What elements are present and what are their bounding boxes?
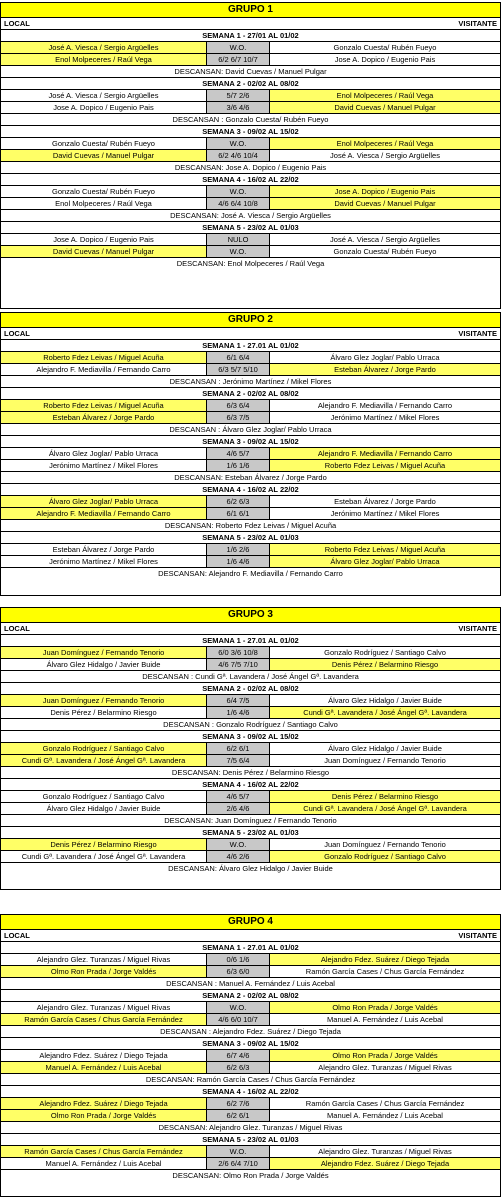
local-team: Gonzalo Rodríguez / Santiago Calvo — [42, 792, 165, 801]
local-team: Gonzalo Cuesta/ Rubén Fueyo — [52, 139, 155, 148]
match-row — [1, 42, 500, 54]
visitor-header: VISITANTE — [458, 329, 497, 338]
match-row — [1, 1062, 500, 1074]
local-team: Gonzalo Cuesta/ Rubén Fueyo — [52, 187, 155, 196]
visitor-team: Esteban Álvarez / Jorge Pardo — [270, 364, 500, 375]
visitor-team: Gonzalo Rodríguez / Santiago Calvo — [324, 648, 446, 657]
local-team: Roberto Fdez Leivas / Miguel Acuña — [1, 400, 206, 411]
match-score: 4/6 5/7 — [206, 791, 270, 802]
visitor-team: Ramón García Cases / Chus García Fernández — [305, 1099, 465, 1108]
match-score: 1/6 4/6 — [206, 556, 270, 567]
week-title: SEMANA 2 - 02/02 AL 08/02 — [1, 388, 500, 400]
rest-note: DESCANSAN: José A. Viesca / Sergio Argüelles — [1, 210, 500, 222]
local-team: Alejandro Fdez. Suárez / Diego Tejada — [1, 1098, 206, 1109]
match-score: 6/2 6/7 10/7 — [206, 54, 270, 65]
visitor-header: VISITANTE — [458, 19, 497, 28]
match-row — [1, 695, 500, 707]
week-title: SEMANA 1 - 27.01 AL 01/02 — [1, 942, 500, 954]
local-header: LOCAL — [4, 931, 30, 940]
week-title: SEMANA 3 - 09/02 AL 15/02 — [1, 731, 500, 743]
visitor-team: Álvaro Glez Joglar/ Pablo Urraca — [270, 556, 500, 567]
match-row — [1, 138, 500, 150]
week-title: SEMANA 1 - 27.01 AL 01/02 — [1, 340, 500, 352]
match-row — [1, 966, 500, 978]
match-score: 6/4 7/5 — [206, 695, 270, 706]
visitor-team: Jerónimo Martínez / Mikel Flores — [330, 509, 440, 518]
match-score: W.O. — [206, 1002, 270, 1013]
visitor-team: Enol Molpeceres / Raúl Vega — [270, 90, 500, 101]
match-score: NULO — [206, 234, 270, 245]
week-title: SEMANA 4 - 16/02 AL 22/02 — [1, 174, 500, 186]
local-team: Alejandro Glez. Turanzas / Miguel Rivas — [36, 1003, 171, 1012]
local-team: Olmo Ron Prada / Jorge Valdés — [1, 1110, 206, 1121]
match-row — [1, 352, 500, 364]
rest-note: DESCANSAN: Ramón García Cases / Chus García Fernández — [1, 1074, 500, 1086]
match-score: 7/5 6/4 — [206, 755, 270, 766]
match-row — [1, 556, 500, 568]
match-score: 2/6 4/6 — [206, 803, 270, 814]
visitor-header: VISITANTE — [458, 931, 497, 940]
local-team: David Cuevas / Manuel Pulgar — [1, 150, 206, 161]
match-score: 4/6 5/7 — [206, 448, 270, 459]
visitor-header: VISITANTE — [458, 624, 497, 633]
match-row — [1, 1014, 500, 1026]
local-team: Olmo Ron Prada / Jorge Valdés — [1, 966, 206, 977]
match-score: 6/2 6/3 — [206, 496, 270, 507]
match-score: W.O. — [206, 42, 270, 53]
visitor-team: Cundi Gª. Lavandera / José Ángel Gª. Lavandera — [270, 707, 500, 718]
match-row — [1, 234, 500, 246]
column-header — [1, 930, 500, 942]
visitor-team: José A. Viesca / Sergio Argüelles — [330, 235, 440, 244]
column-header — [1, 328, 500, 340]
visitor-team: Ramón García Cases / Chus García Fernández — [305, 967, 465, 976]
local-team: Jerónimo Martínez / Mikel Flores — [49, 461, 158, 470]
match-score: 6/2 6/1 — [206, 1110, 270, 1121]
local-team: Roberto Fdez Leivas / Miguel Acuña — [1, 352, 206, 363]
visitor-team: David Cuevas / Manuel Pulgar — [270, 198, 500, 209]
rest-note: DESCANSAN: Enol Molpeceres / Raúl Vega — [176, 259, 325, 268]
local-team: Esteban Álvarez / Jorge Pardo — [1, 412, 206, 423]
rest-note: DESCANSAN: Jose A. Dopico / Eugenio Pais — [1, 162, 500, 174]
rest-note: DESCANSAN : Alejandro Fdez. Suárez / Diego Tejada — [1, 1026, 500, 1038]
visitor-team: Enol Molpeceres / Raúl Vega — [270, 138, 500, 149]
rest-note: DESCANSAN : Jerónimo Martínez / Mikel Flores — [1, 376, 500, 388]
match-row — [1, 1098, 500, 1110]
local-team: Manuel A. Fernández / Luis Acebal — [1, 1062, 206, 1073]
match-row — [1, 707, 500, 719]
visitor-team: Esteban Álvarez / Jorge Pardo — [334, 497, 436, 506]
local-header: LOCAL — [4, 624, 30, 633]
rest-note: DESCANSAN: Denis Pérez / Belarmino Riesgo — [1, 767, 500, 779]
column-header — [1, 18, 500, 30]
rest-note: DESCANSAN : Gonzalo Cuesta/ Rubén Fueyo — [1, 114, 500, 126]
match-row — [1, 412, 500, 424]
match-row — [1, 448, 500, 460]
visitor-team: Álvaro Glez Hidalgo / Javier Buide — [328, 696, 442, 705]
group-title: GRUPO 3 — [1, 608, 500, 623]
group-title: GRUPO 4 — [1, 915, 500, 930]
rest-note: DESCANSAN: Esteban Álvarez / Jorge Pardo — [1, 472, 500, 484]
match-row — [1, 150, 500, 162]
visitor-team: Alejandro Glez. Turanzas / Miguel Rivas — [318, 1063, 452, 1072]
rest-note: DESCANSAN : Cundi Gª. Lavandera / José Ángel Gª. Lavandera — [1, 671, 500, 683]
visitor-team: Alejandro Fdez. Suárez / Diego Tejada — [270, 1158, 500, 1169]
match-row — [1, 743, 500, 755]
visitor-team: Manuel A. Fernández / Luis Acebal — [327, 1111, 443, 1120]
local-team: Juan Domínguez / Fernando Tenorio — [1, 695, 206, 706]
match-score: 6/2 6/3 — [206, 1062, 270, 1073]
rest-note: DESCANSAN: Olmo Ron Prada / Jorge Valdés — [172, 1171, 329, 1180]
group-title: GRUPO 2 — [1, 313, 500, 328]
match-score: 1/6 1/6 — [206, 460, 270, 471]
visitor-team: David Cuevas / Manuel Pulgar — [270, 102, 500, 113]
rest-note: DESCANSAN: Juan Domínguez / Fernando Tenorio — [1, 815, 500, 827]
match-row — [1, 186, 500, 198]
local-team: Álvaro Glez Hidalgo / Javier Buide — [46, 660, 161, 669]
visitor-team: Álvaro Glez Hidalgo / Javier Buide — [328, 744, 442, 753]
match-row — [1, 803, 500, 815]
local-team: David Cuevas / Manuel Pulgar — [1, 246, 206, 257]
visitor-team: Jose A. Dopico / Eugenio Pais — [334, 55, 436, 64]
match-score: 6/3 5/7 5/10 — [206, 364, 270, 375]
week-title: SEMANA 1 - 27.01 AL 01/02 — [1, 635, 500, 647]
match-row — [1, 508, 500, 520]
week-title: SEMANA 4 - 16/02 AL 22/02 — [1, 779, 500, 791]
local-team: Gonzalo Rodríguez / Santiago Calvo — [1, 743, 206, 754]
visitor-team: Roberto Fdez Leivas / Miguel Acuña — [270, 544, 500, 555]
match-score: 1/6 2/6 — [206, 544, 270, 555]
match-row — [1, 659, 500, 671]
match-score: 6/1 6/1 — [206, 508, 270, 519]
match-score: 4/6 7/5 7/10 — [206, 659, 270, 670]
week-title: SEMANA 3 - 09/02 AL 15/02 — [1, 1038, 500, 1050]
match-row — [1, 246, 500, 258]
rest-note: DESCANSAN : Gonzalo Rodríguez / Santiago Calvo — [1, 719, 500, 731]
match-row — [1, 1002, 500, 1014]
match-score: 6/0 3/6 10/8 — [206, 647, 270, 658]
match-score: W.O. — [206, 186, 270, 197]
local-team: Denis Pérez / Belarmino Riesgo — [50, 708, 157, 717]
match-row — [1, 90, 500, 102]
match-row — [1, 496, 500, 508]
match-score: 6/3 6/4 — [206, 400, 270, 411]
local-team: Alejandro Fdez. Suárez / Diego Tejada — [39, 1051, 168, 1060]
week-title: SEMANA 4 - 16/02 AL 22/02 — [1, 1086, 500, 1098]
local-team: Cundi Gª. Lavandera / José Ángel Gª. Lavandera — [21, 852, 186, 861]
match-row — [1, 851, 500, 863]
local-team: Álvaro Glez Joglar/ Pablo Urraca — [1, 496, 206, 507]
match-row — [1, 544, 500, 556]
local-team: Jose A. Dopico / Eugenio Pais — [53, 235, 154, 244]
local-team: Jose A. Dopico / Eugenio Pais — [53, 103, 154, 112]
rest-note: DESCANSAN: Roberto Fdez Leivas / Miguel Acuña — [1, 520, 500, 532]
local-team: Ramón García Cases / Chus García Fernández — [1, 1014, 206, 1025]
local-team: Alejandro Glez. Turanzas / Miguel Rivas — [36, 955, 171, 964]
match-score: W.O. — [206, 839, 270, 850]
week-title: SEMANA 3 - 09/02 AL 15/02 — [1, 436, 500, 448]
match-row — [1, 1110, 500, 1122]
week-title: SEMANA 2 - 02/02 AL 08/02 — [1, 683, 500, 695]
match-row — [1, 364, 500, 376]
match-score: 4/6 2/6 — [206, 851, 270, 862]
visitor-team: José A. Viesca / Sergio Argüelles — [330, 151, 440, 160]
local-header: LOCAL — [4, 19, 30, 28]
local-team: Enol Molpeceres / Raúl Vega — [55, 199, 152, 208]
match-row — [1, 460, 500, 472]
local-team: Denis Pérez / Belarmino Riesgo — [1, 839, 206, 850]
visitor-team: Álvaro Glez Joglar/ Pablo Urraca — [330, 353, 440, 362]
match-row — [1, 1050, 500, 1062]
group-1 — [0, 2, 501, 309]
rest-note: DESCANSAN: Alejandro Glez. Turanzas / Miguel Rivas — [1, 1122, 500, 1134]
column-header — [1, 623, 500, 635]
rest-note: DESCANSAN: David Cuevas / Manuel Pulgar — [1, 66, 500, 78]
match-score: 4/6 6/0 10/7 — [206, 1014, 270, 1025]
match-score: 6/2 6/1 — [206, 743, 270, 754]
match-row — [1, 755, 500, 767]
visitor-team: Roberto Fdez Leivas / Miguel Acuña — [270, 460, 500, 471]
local-team: Álvaro Glez Hidalgo / Javier Buide — [46, 804, 161, 813]
match-score: 5/7 2/6 — [206, 90, 270, 101]
match-score: 6/7 4/6 — [206, 1050, 270, 1061]
rest-note: DESCANSAN : Manuel A. Fernández / Luis Acebal — [1, 978, 500, 990]
visitor-team: Gonzalo Cuesta/ Rubén Fueyo — [333, 247, 437, 256]
match-row — [1, 839, 500, 851]
week-title: SEMANA 2 - 02/02 AL 08/02 — [1, 78, 500, 90]
week-title: SEMANA 3 - 09/02 AL 15/02 — [1, 126, 500, 138]
visitor-team: Denis Pérez / Belarmino Riesgo — [270, 659, 500, 670]
week-title: SEMANA 5 - 23/02 AL 01/03 — [1, 222, 500, 234]
match-row — [1, 1158, 500, 1170]
match-score: W.O. — [206, 246, 270, 257]
visitor-team: Jose A. Dopico / Eugenio Pais — [270, 186, 500, 197]
match-row — [1, 102, 500, 114]
visitor-team: Alejandro F. Mediavilla / Fernando Carro — [270, 448, 500, 459]
match-row — [1, 954, 500, 966]
match-row — [1, 791, 500, 803]
local-team: José A. Viesca / Sergio Argüelles — [48, 91, 159, 100]
local-team: Enol Molpeceres / Raúl Vega — [1, 54, 206, 65]
group-2 — [0, 312, 501, 596]
match-score: 6/3 7/5 — [206, 412, 270, 423]
local-team: Manuel A. Fernández / Luis Acebal — [45, 1159, 162, 1168]
local-team: Juan Domínguez / Fernando Tenorio — [1, 647, 206, 658]
visitor-team: Jerónimo Martínez / Mikel Flores — [330, 413, 440, 422]
rest-note: DESCANSAN: Alejandro F. Mediavilla / Fernando Carro — [158, 569, 343, 578]
match-row — [1, 400, 500, 412]
group-4 — [0, 914, 501, 1197]
visitor-team: Denis Pérez / Belarmino Riesgo — [270, 791, 500, 802]
match-score: 6/1 6/4 — [206, 352, 270, 363]
visitor-team: Gonzalo Rodríguez / Santiago Calvo — [270, 851, 500, 862]
visitor-team: Juan Domínguez / Fernando Tenorio — [324, 840, 446, 849]
local-team: Cundi Gª. Lavandera / José Ángel Gª. Lavandera — [1, 755, 206, 766]
rest-note: DESCANSAN : Álvaro Glez Joglar/ Pablo Urraca — [1, 424, 500, 436]
match-score: 1/6 4/6 — [206, 707, 270, 718]
visitor-team: Gonzalo Cuesta/ Rubén Fueyo — [333, 43, 437, 52]
local-team: Álvaro Glez Joglar/ Pablo Urraca — [48, 449, 159, 458]
visitor-team: Alejandro Glez. Turanzas / Miguel Rivas — [318, 1147, 452, 1156]
local-team: Alejandro F. Mediavilla / Fernando Carro — [36, 365, 171, 374]
local-team: Jerónimo Martínez / Mikel Flores — [49, 557, 158, 566]
visitor-team: Alejandro F. Mediavilla / Fernando Carro — [317, 401, 453, 410]
match-score: 4/6 6/4 10/8 — [206, 198, 270, 209]
match-row — [1, 647, 500, 659]
match-row — [1, 198, 500, 210]
week-title: SEMANA 4 - 16/02 AL 22/02 — [1, 484, 500, 496]
group-title: GRUPO 1 — [1, 3, 500, 18]
match-row — [1, 54, 500, 66]
match-score: 3/6 4/6 — [206, 102, 270, 113]
local-header: LOCAL — [4, 329, 30, 338]
visitor-team: Olmo Ron Prada / Jorge Valdés — [270, 1002, 500, 1013]
week-title: SEMANA 2 - 02/02 AL 08/02 — [1, 990, 500, 1002]
visitor-team: Alejandro Fdez. Suárez / Diego Tejada — [270, 954, 500, 965]
week-title: SEMANA 5 - 23/02 AL 01/03 — [1, 827, 500, 839]
match-score: 6/3 6/0 — [206, 966, 270, 977]
match-row — [1, 1146, 500, 1158]
match-score: 6/2 7/6 — [206, 1098, 270, 1109]
week-title: SEMANA 5 - 23/02 AL 01/03 — [1, 1134, 500, 1146]
week-title: SEMANA 5 - 23/02 AL 01/03 — [1, 532, 500, 544]
visitor-team: Juan Domínguez / Fernando Tenorio — [324, 756, 446, 765]
local-team: Ramón García Cases / Chus García Fernández — [1, 1146, 206, 1157]
week-title: SEMANA 1 - 27/01 AL 01/02 — [1, 30, 500, 42]
visitor-team: Cundi Gª. Lavandera / José Ángel Gª. Lavandera — [270, 803, 500, 814]
match-score: 0/6 1/6 — [206, 954, 270, 965]
group-3 — [0, 607, 501, 890]
local-team: José A. Viesca / Sergio Argüelles — [1, 42, 206, 53]
visitor-team: Olmo Ron Prada / Jorge Valdés — [270, 1050, 500, 1061]
match-score: 2/6 6/4 7/10 — [206, 1158, 270, 1169]
local-team: Alejandro F. Mediavilla / Fernando Carro — [1, 508, 206, 519]
match-score: W.O. — [206, 138, 270, 149]
rest-note: DESCANSAN: Álvaro Glez Hidalgo / Javier Buide — [168, 864, 333, 873]
visitor-team: Manuel A. Fernández / Luis Acebal — [327, 1015, 443, 1024]
match-score: W.O. — [206, 1146, 270, 1157]
local-team: Esteban Álvarez / Jorge Pardo — [52, 545, 155, 554]
match-score: 6/2 4/6 10/4 — [206, 150, 270, 161]
